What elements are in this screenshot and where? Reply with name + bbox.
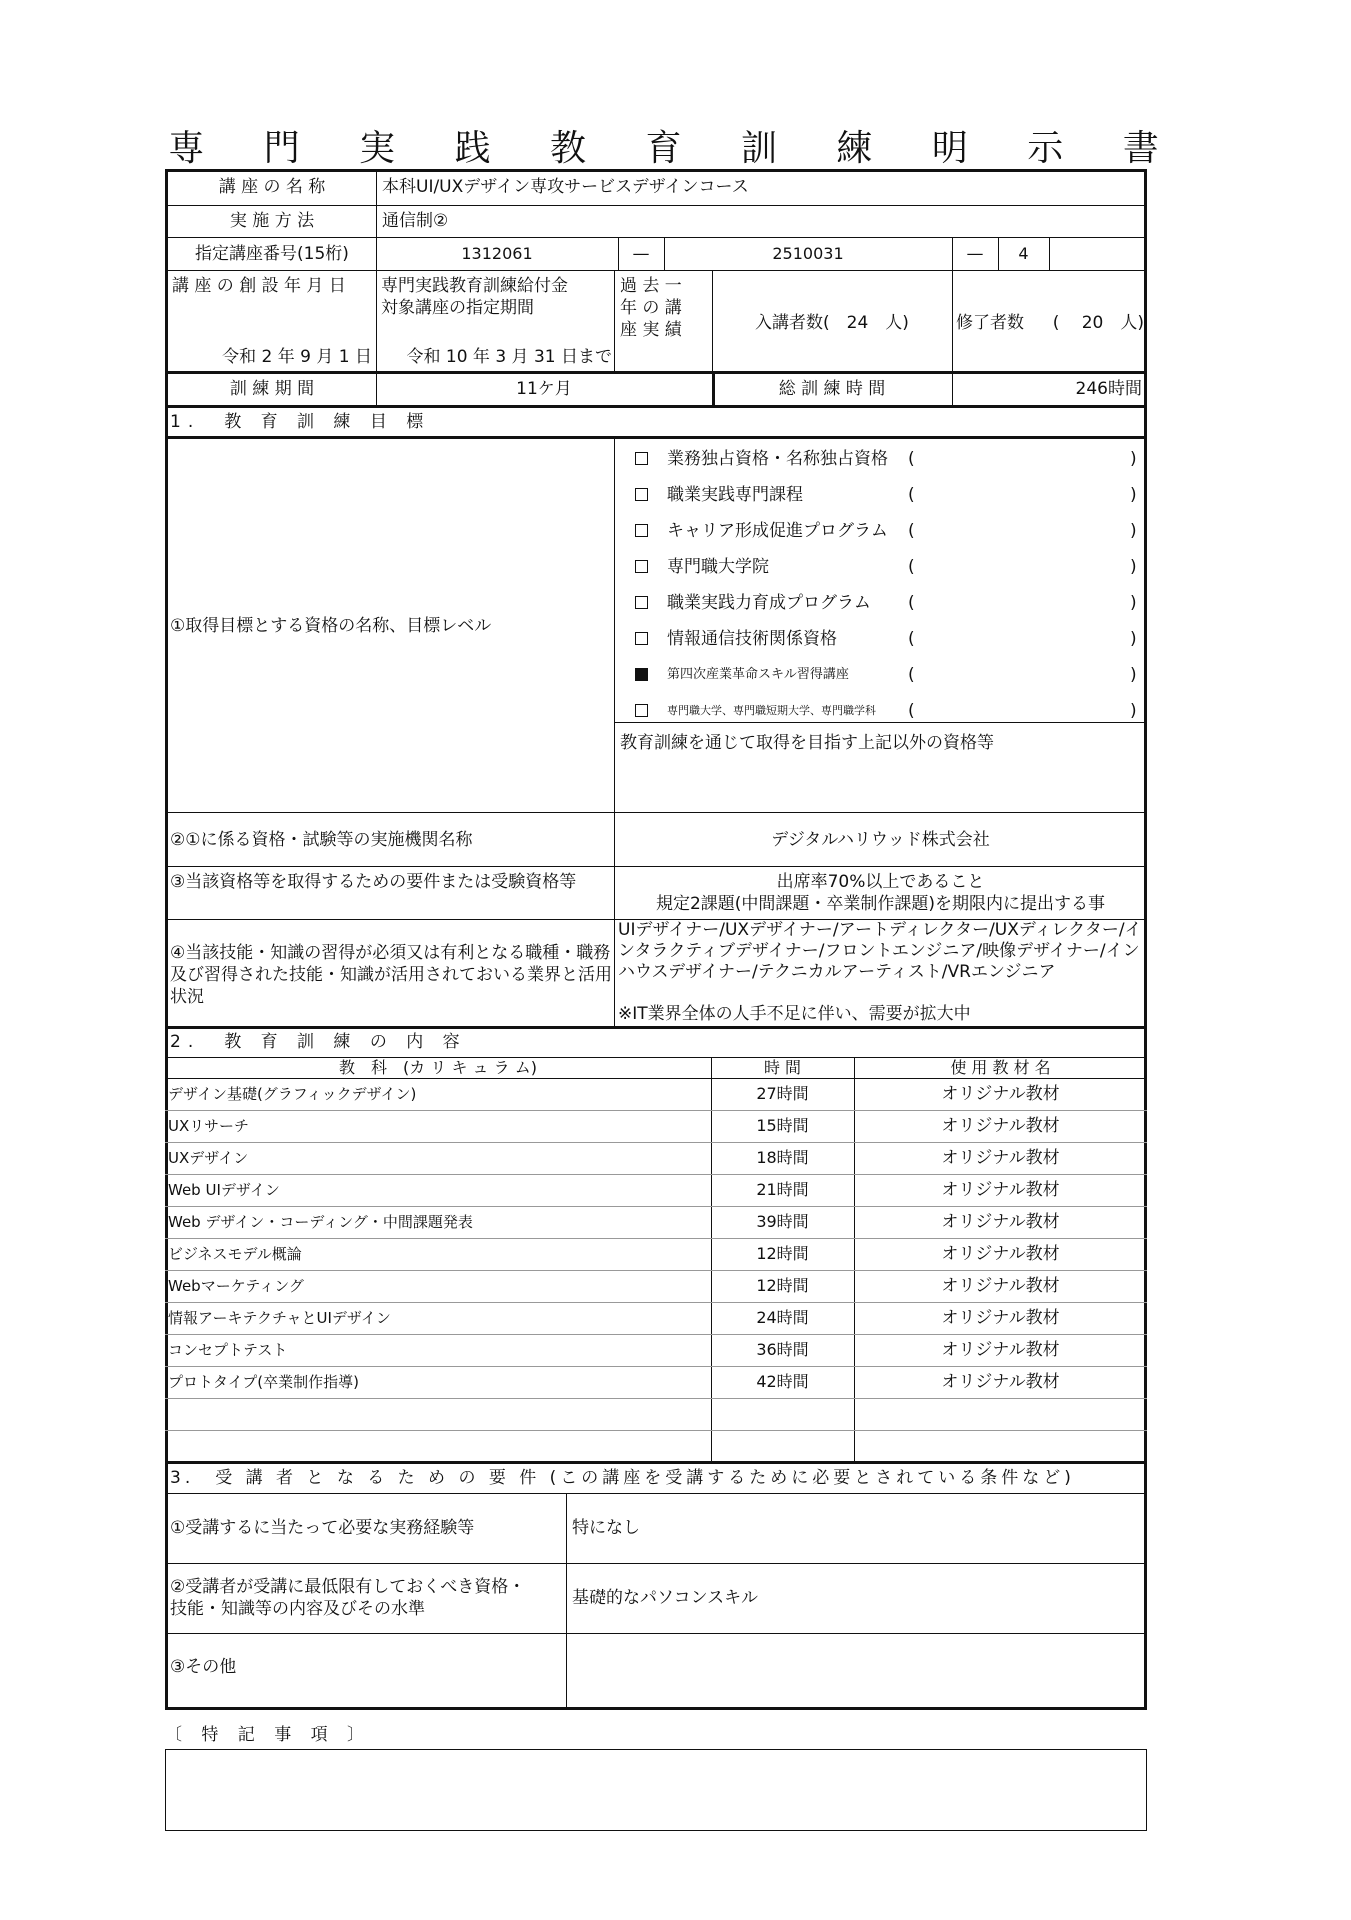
experience-label: ①受講するに当たって必要な実務経験等	[170, 1518, 475, 1538]
notes-heading: 〔 特 記 事 項 〕	[165, 1725, 372, 1745]
training-period: 11ケ月	[516, 379, 572, 399]
section3-heading: 3. 受 講 者 と な る た め の 要 件 (この講座を受講するために必要とされている条件など)	[170, 1468, 1075, 1488]
training-period-label: 訓 練 期 間	[229, 379, 315, 399]
founded-date: 令和 2 年 9 月 1 日	[222, 347, 372, 367]
curriculum-hours: 12時間	[756, 1244, 809, 1263]
curriculum-material: オリジナル教材	[941, 1116, 1060, 1136]
curriculum-subject: Web デザイン・コーディング・中間課題発表	[168, 1213, 473, 1231]
period-value: 令和 10 年 3 月 31 日まで	[406, 347, 612, 367]
curriculum-hours: 36時間	[756, 1340, 809, 1359]
col-subject: 教 科 (カ リ キ ュ ラ ム)	[339, 1058, 537, 1077]
founded-label: 講 座 の 創 設 年 月 日	[172, 276, 346, 296]
past-label-2: 年 の 講	[620, 298, 682, 318]
curriculum-subject: ビジネスモデル概論	[168, 1245, 302, 1263]
course-number-part2: 2510031	[772, 244, 844, 263]
org-value: デジタルハリウッド株式会社	[771, 830, 990, 850]
enrolled-count: 入講者数( 24 人)	[755, 313, 909, 333]
paren-close: )	[1130, 521, 1137, 541]
usage-label: ④当該技能・知識の習得が必須又は有利となる職種・職務及び習得された技能・知識が活用されておいる業界と活用状況	[170, 943, 612, 1007]
curriculum-material: オリジナル教材	[941, 1148, 1060, 1168]
curriculum-subject: UXデザイン	[168, 1149, 249, 1167]
section1-heading: 1. 教 育 訓 練 目 標	[170, 412, 431, 432]
qualification-label: 専門職大学院	[667, 557, 769, 577]
checkbox-icon[interactable]	[635, 488, 648, 501]
paren-close: )	[1130, 629, 1137, 649]
curriculum-subject: Web UIデザイン	[168, 1181, 280, 1199]
curriculum-material: オリジナル教材	[941, 1372, 1060, 1392]
curriculum-subject: Webマーケティング	[168, 1277, 304, 1295]
period-label-1: 専門実践教育訓練給付金	[381, 276, 568, 296]
paren-open: (	[908, 449, 915, 469]
method-label: 実 施 方 法	[229, 211, 315, 231]
skill-value: 基礎的なパソコンスキル	[572, 1588, 758, 1608]
past-label-3: 座 実 績	[620, 320, 682, 340]
number-dash-2: —	[966, 244, 984, 264]
checkbox-icon[interactable]	[635, 704, 648, 717]
total-hours-label: 総 訓 練 時 間	[778, 379, 886, 399]
paren-close: )	[1130, 701, 1137, 721]
completed-count: ( 20 人)	[1052, 313, 1144, 333]
curriculum-hours: 18時間	[756, 1148, 809, 1167]
period-label-2: 対象講座の指定期間	[381, 298, 534, 318]
paren-open: (	[908, 665, 915, 685]
curriculum-material: オリジナル教材	[941, 1212, 1060, 1232]
curriculum-material: オリジナル教材	[941, 1340, 1060, 1360]
req-value-1: 出席率70%以上であること	[776, 872, 985, 892]
qualification-label: 職業実践力育成プログラム	[667, 593, 871, 613]
paren-close: )	[1130, 485, 1137, 505]
checkbox-icon[interactable]	[635, 632, 648, 645]
paren-close: )	[1130, 449, 1137, 469]
curriculum-subject: 情報アーキテクチャとUIデザイン	[168, 1309, 391, 1327]
past-label-1: 過 去 一	[620, 276, 682, 296]
qualification-label: キャリア形成促進プログラム	[667, 521, 888, 541]
col-hours: 時 間	[763, 1058, 802, 1077]
completed-label: 修了者数	[956, 313, 1024, 333]
curriculum-subject: UXリサーチ	[168, 1117, 249, 1135]
paren-close: )	[1130, 593, 1137, 613]
paren-open: (	[908, 701, 915, 721]
skill-label-1: ②受講者が受講に最低限有しておくべき資格・	[170, 1577, 526, 1597]
curriculum-hours: 15時間	[756, 1116, 809, 1135]
curriculum-material: オリジナル教材	[941, 1180, 1060, 1200]
checkbox-icon[interactable]	[635, 452, 648, 465]
curriculum-material: オリジナル教材	[941, 1308, 1060, 1328]
usage-note: ※IT業界全体の人手不足に伴い、需要が拡大中	[618, 1004, 971, 1024]
curriculum-material: オリジナル教材	[941, 1244, 1060, 1264]
col-material: 使 用 教 材 名	[950, 1058, 1051, 1077]
paren-open: (	[908, 521, 915, 541]
paren-close: )	[1130, 557, 1137, 577]
qualification-label: 職業実践専門課程	[667, 485, 803, 505]
course-number-part1: 1312061	[461, 244, 533, 263]
notes-box	[165, 1749, 1147, 1831]
paren-open: (	[908, 629, 915, 649]
paren-close: )	[1130, 665, 1137, 685]
qualification-label: 情報通信技術関係資格	[667, 629, 837, 649]
skill-label-2: 技能・知識等の内容及びその水準	[170, 1599, 425, 1619]
checkbox-checked-icon[interactable]	[635, 668, 648, 681]
curriculum-subject: コンセプトテスト	[168, 1341, 288, 1359]
curriculum-material: オリジナル教材	[941, 1276, 1060, 1296]
qualification-label: 第四次産業革命スキル習得講座	[667, 667, 849, 682]
req-value-2: 規定2課題(中間課題・卒業制作課題)を期限内に提出する事	[655, 894, 1106, 914]
course-number-part3: 4	[1018, 244, 1029, 263]
checkbox-icon[interactable]	[635, 596, 648, 609]
course-name: 本科UI/UXデザイン専攻サービスデザインコース	[382, 177, 749, 197]
goal-label: ①取得目標とする資格の名称、目標レベル	[170, 616, 492, 636]
paren-open: (	[908, 593, 915, 613]
curriculum-material: オリジナル教材	[941, 1084, 1060, 1104]
course-name-label: 講 座 の 名 称	[218, 177, 326, 197]
curriculum-hours: 27時間	[756, 1084, 809, 1103]
other-quals-label: 教育訓練を通じて取得を目指す上記以外の資格等	[620, 733, 994, 753]
usage-value: UIデザイナー/UXデザイナー/アートディレクター/UXディレクター/インタラクティブデザイナー/フロントエンジニア/映像デザイナー/インハウスデザイナー/テクニカルアーティスト/VRエンジニア	[618, 920, 1142, 982]
course-number-label: 指定講座番号(15桁)	[195, 244, 349, 264]
checkbox-icon[interactable]	[635, 524, 648, 537]
curriculum-subject: プロトタイプ(卒業制作指導)	[168, 1373, 359, 1391]
qualification-label: 専門職大学、専門職短期大学、専門職学科	[667, 704, 876, 717]
experience-value: 特になし	[572, 1518, 640, 1538]
org-label: ②①に係る資格・試験等の実施機関名称	[170, 830, 473, 850]
paren-open: (	[908, 557, 915, 577]
total-hours: 246時間	[1075, 379, 1142, 399]
curriculum-hours: 12時間	[756, 1276, 809, 1295]
curriculum-hours: 24時間	[756, 1308, 809, 1327]
section2-heading: 2. 教 育 訓 練 の 内 容	[170, 1032, 467, 1052]
qualification-label: 業務独占資格・名称独占資格	[667, 449, 888, 469]
curriculum-hours: 42時間	[756, 1372, 809, 1391]
checkbox-icon[interactable]	[635, 560, 648, 573]
paren-open: (	[908, 485, 915, 505]
req-label: ③当該資格等を取得するための要件または受験資格等	[170, 872, 577, 892]
curriculum-hours: 21時間	[756, 1180, 809, 1199]
number-dash-1: —	[632, 244, 650, 264]
curriculum-subject: デザイン基礎(グラフィックデザイン)	[168, 1085, 417, 1103]
method: 通信制②	[382, 211, 449, 231]
other-label: ③その他	[170, 1657, 237, 1677]
curriculum-hours: 39時間	[756, 1212, 809, 1231]
document-title: 専 門 実 践 教 育 訓 練 明 示 書	[168, 128, 1183, 169]
